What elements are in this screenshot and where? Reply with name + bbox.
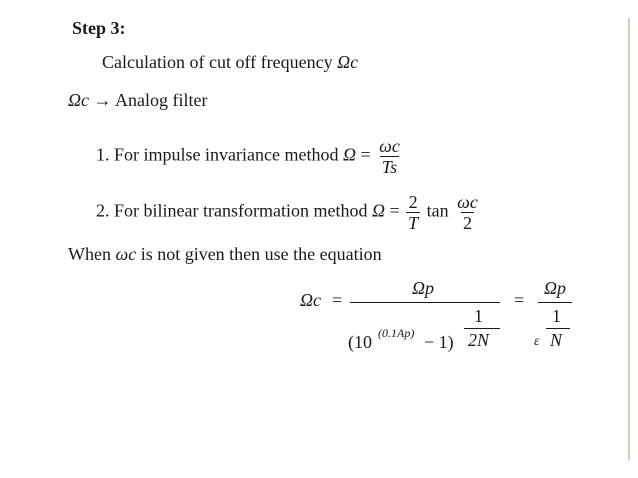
item2-frac2-den: 2: [463, 213, 472, 233]
item2-fraction-2: [455, 192, 480, 233]
item1-prefix: 1. For impulse invariance method: [96, 144, 343, 165]
eq-den-exp: (0.1Ap): [378, 326, 415, 340]
when-text-post: is not given then use the equation: [136, 244, 382, 264]
eq-rhs-N: N: [550, 330, 563, 350]
item2-fraction-1: [406, 192, 420, 233]
cutoff-equation: [300, 276, 600, 366]
item1-den: Ts: [381, 157, 398, 177]
eq-main-fraction-bar: [350, 302, 500, 303]
analog-line: [68, 90, 208, 111]
analog-text: Analog filter: [115, 90, 208, 110]
item2-lhs: Ω: [371, 200, 385, 221]
item1-fraction: [377, 136, 402, 177]
item2-frac2-num: ωc: [457, 192, 478, 212]
eq-equals-2: =: [514, 290, 525, 310]
eq-rhs-epsilon: ε: [534, 334, 540, 349]
item2-frac1-num: 2: [408, 192, 418, 212]
item2-tan: tan: [426, 200, 449, 221]
eq-den-base: (10: [348, 332, 372, 352]
item1-lhs: Ω: [342, 144, 356, 165]
when-text-pre: When: [68, 244, 116, 264]
item2-eq: =: [389, 200, 400, 221]
bilinear-transformation-item: [96, 192, 482, 233]
item1-eq: =: [360, 144, 371, 165]
eq-lhs: Ωc: [300, 290, 322, 310]
calc-text: Calculation of cut off frequency: [102, 52, 338, 72]
eq-root-num: 1: [474, 306, 483, 326]
impulse-invariance-item: [96, 136, 404, 177]
eq-rhs-den-num: 1: [552, 306, 561, 326]
when-line: [68, 244, 382, 265]
analog-symbol: Ωc: [68, 90, 90, 110]
item1-num: ωc: [379, 136, 400, 156]
slide-border-line: [628, 18, 630, 460]
item2-prefix: 2. For bilinear transformation method: [96, 200, 372, 221]
calc-line: [102, 52, 358, 73]
when-symbol: ωc: [115, 244, 137, 264]
step-title: Step 3:: [72, 18, 126, 38]
calc-symbol: Ωc: [337, 52, 359, 72]
analog-arrow: →: [93, 90, 112, 110]
item2-frac1-den: T: [408, 213, 419, 233]
eq-equals-1: =: [332, 290, 343, 310]
eq-root-den: 2N: [468, 330, 490, 350]
eq-rhs-fraction-bar: [538, 302, 572, 303]
eq-rhs-numerator: Ωp: [544, 278, 567, 298]
eq-numerator: Ωp: [412, 278, 435, 298]
eq-den-rest: − 1): [424, 332, 454, 352]
